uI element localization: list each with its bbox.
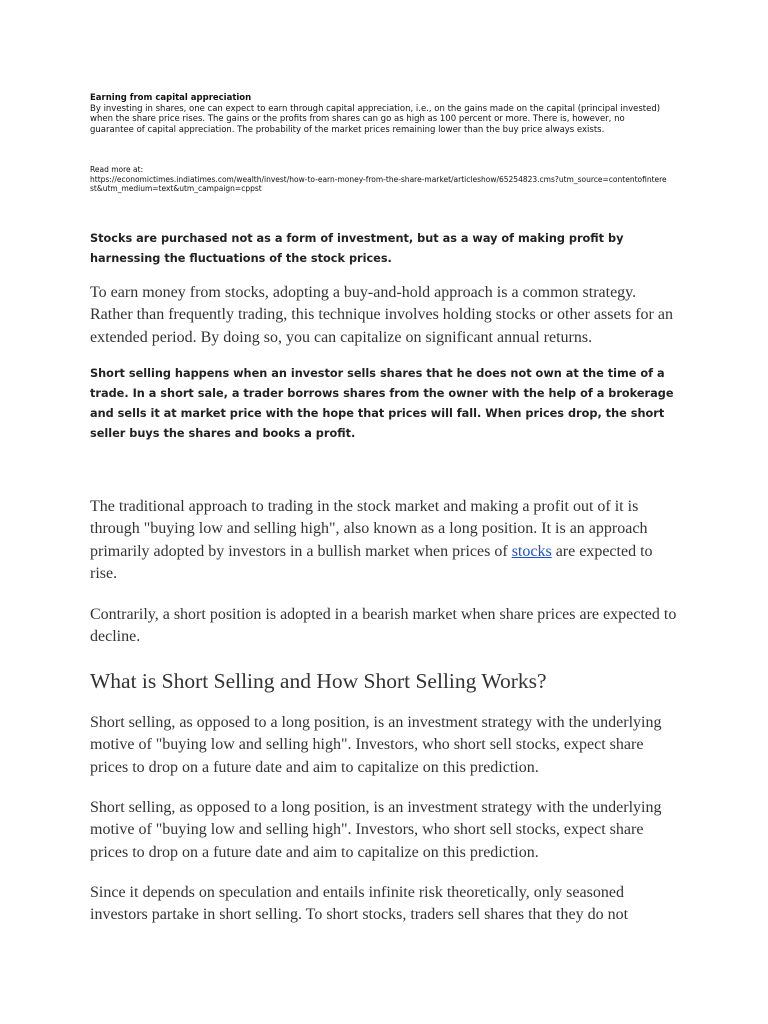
buy-and-hold-paragraph: To earn money from stocks, adopting a buy-and-hold approach is a common strategy. Rather than frequently trading, this technique involves holding stocks or other assets for an extended period. By doing so, you can capitalize on significant annual returns.	[90, 284, 673, 346]
short-position-paragraph: Contrarily, a short position is adopted in a bearish market when share prices are expected to decline.	[90, 606, 677, 646]
capital-appreciation-body: By investing in shares, one can expect to earn through capital appreciation, i.e., on the gains made on the capital (principal invested) when the share price rises. The gains or the profits from shares can go as high as 100 percent or more. There is, however, no guarantee of capital appreciation. The probability of the market prices remaining lower than the buy price always exists.	[90, 103, 661, 135]
stocks-link[interactable]: stocks	[511, 542, 552, 560]
capital-appreciation-section	[90, 93, 670, 135]
traditional-approach-paragraph	[90, 496, 680, 586]
speculation-paragraph: Since it depends on speculation and entails infinite risk theoretically, only seasoned investors partake in short selling. To short stocks, traders sell shares that they do not	[90, 884, 629, 924]
stocks-purchased-paragraph: Stocks are purchased not as a form of investment, but as a way of making profit by harnessing the fluctuations of the stock prices.	[90, 232, 624, 265]
short-selling-paragraph-2: Short selling, as opposed to a long position, is an investment strategy with the underlying motive of "buying low and selling high". Investors, who short sell stocks, expect share prices to drop on a future date and aim to capitalize on this prediction.	[90, 799, 662, 861]
short-selling-definition-paragraph: Short selling happens when an investor sells shares that he does not own at the time of a trade. In a short sale, a trader borrows shares from the owner with the help of a brokerage and sells it at market price with the hope that prices will fall. When prices drop, the short seller buys the shares and books a profit.	[90, 367, 674, 440]
read-more-label: Read more at:	[90, 165, 144, 174]
traditional-approach-text: The traditional approach to trading in the stock market and making a profit out of it is through "buying low and selling high", also known as a long position. It is an approach primarily adopted by investors in a bullish market when prices of	[90, 498, 648, 560]
read-more-section	[90, 165, 670, 194]
read-more-url: https://economictimes.indiatimes.com/wealth/invest/how-to-earn-money-from-the-share-market/articleshow/65254823.cms?utm_source=contentofinterest&utm_medium=text&utm_campaign=cppst	[90, 174, 667, 193]
short-selling-paragraph-1: Short selling, as opposed to a long position, is an investment strategy with the underlying motive of "buying low and selling high". Investors, who short sell stocks, expect share prices to drop on a future date and aim to capitalize on this prediction.	[90, 714, 662, 776]
section-heading: What is Short Selling and How Short Selling Works?	[90, 669, 547, 693]
capital-appreciation-heading: Earning from capital appreciation	[90, 93, 252, 103]
traditional-approach-text-end: are expected to rise.	[90, 542, 653, 583]
